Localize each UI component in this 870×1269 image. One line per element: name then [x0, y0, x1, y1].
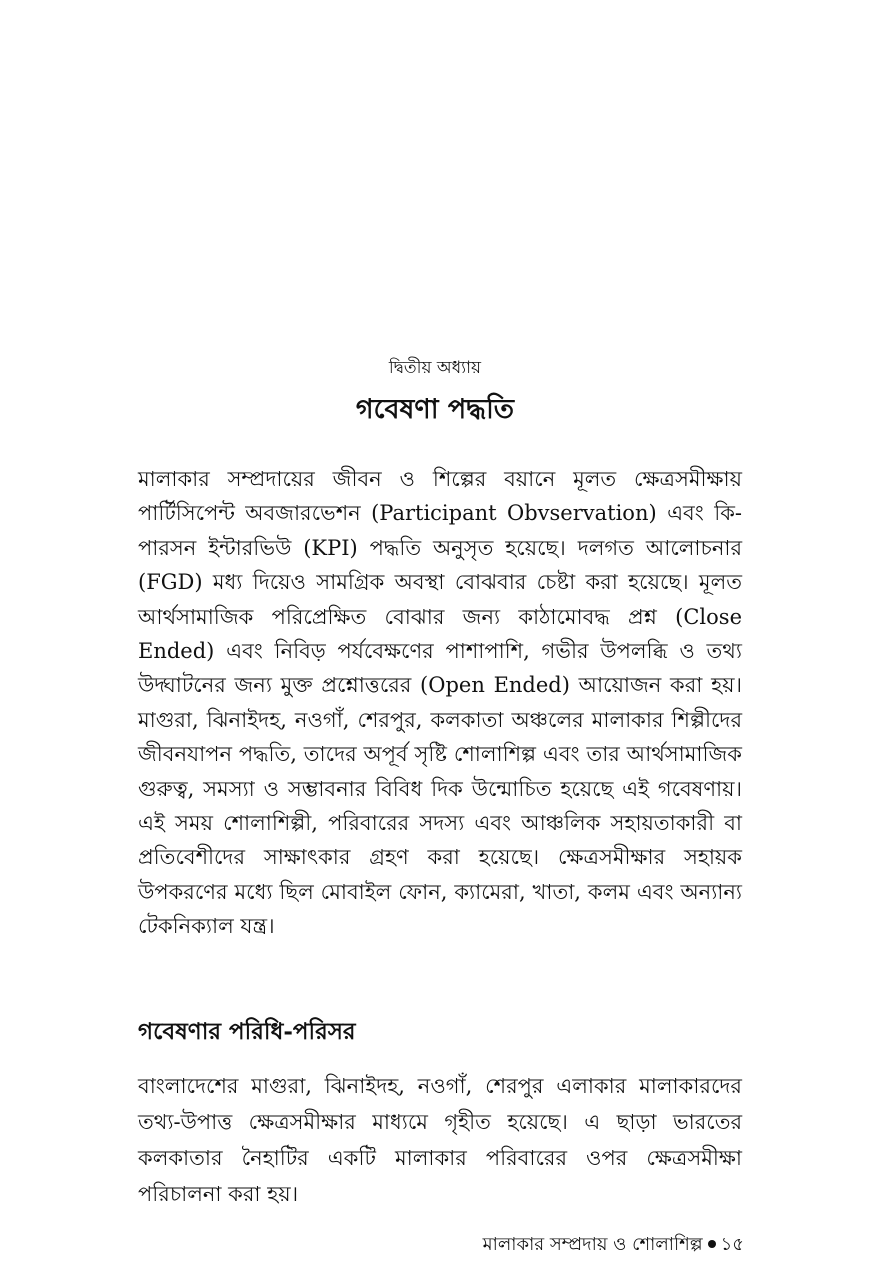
section-heading-scope: গবেষণার পরিধি-পরিসর — [138, 1018, 356, 1045]
chapter-label: দ্বিতীয় অধ্যায় — [388, 358, 482, 378]
page-number: ১৫ — [720, 1234, 744, 1255]
page-footer — [483, 1232, 744, 1258]
bullet-separator-icon — [708, 1240, 716, 1248]
chapter-title: গবেষণা পদ্ধতি — [355, 394, 515, 425]
body-paragraph-scope: বাংলাদেশের মাগুরা, ঝিনাইদহ, নওগাঁ, শেরপুর এলাকার মালাকারদের তথ্য-উপাত্ত ক্ষেত্রসমীক্ষার মাধ্যমে গৃহীত হয়েছে। এ ছাড়া ভারতের কলকাতার নৈহাটির একটি মালাকার পরিবারের ওপর ক্ষেত্রসমীক্ষা পরিচালনা করা হয়। — [138, 1074, 742, 1206]
body-paragraph-methodology: মালাকার সম্প্রদায়ের জীবন ও শিল্পের বয়ানে মূলত ক্ষেত্রসমীক্ষায় পার্টিসিপেন্ট অবজারভেশন (Participant Obvservation) এবং কি-পারসন ইন্টারভিউ (KPI) পদ্ধতি অনুসৃত হয়েছে। দলগত আলোচনার (FGD) মধ্য দিয়েও সামগ্রিক অবস্থা বোঝবার চেষ্টা করা হয়েছে। মূলত আর্থসামাজিক পরিপ্রেক্ষিত বোঝার জন্য কাঠামোবদ্ধ প্রশ্ন (Close Ended) এবং নিবিড় পর্যবেক্ষণের পাশাপাশি, গভীর উপলব্ধি ও তথ্য উদ্ঘাটনের জন্য মুক্ত প্রশ্নোত্তরের (Open Ended) আয়োজন করা হয়। মাগুরা, ঝিনাইদহ, নওগাঁ, শেরপুর, কলকাতা অঞ্চলের মালাকার শিল্পীদের জীবনযাপন পদ্ধতি, তাদের অপূর্ব সৃষ্টি শোলাশিল্প এবং তার আর্থসামাজিক গুরুত্ব, সমস্যা ও সম্ভাবনার বিবিধ দিক উন্মোচিত হয়েছে এই গবেষণায়। এই সময় শোলাশিল্পী, পরিবারের সদস্য এবং আঞ্চলিক সহায়তাকারী বা প্রতিবেশীদের সাক্ষাৎকার গ্রহণ করা হয়েছে। ক্ষেত্রসমীক্ষার সহায়ক উপকরণের মধ্যে ছিল মোবাইল ফোন, ক্যামেরা, খাতা, কলম এবং অন্যান্য টেকনিক্যাল যন্ত্র। — [138, 467, 742, 939]
footer-book-title: মালাকার সম্প্রদায় ও শোলাশিল্প — [482, 1234, 703, 1255]
